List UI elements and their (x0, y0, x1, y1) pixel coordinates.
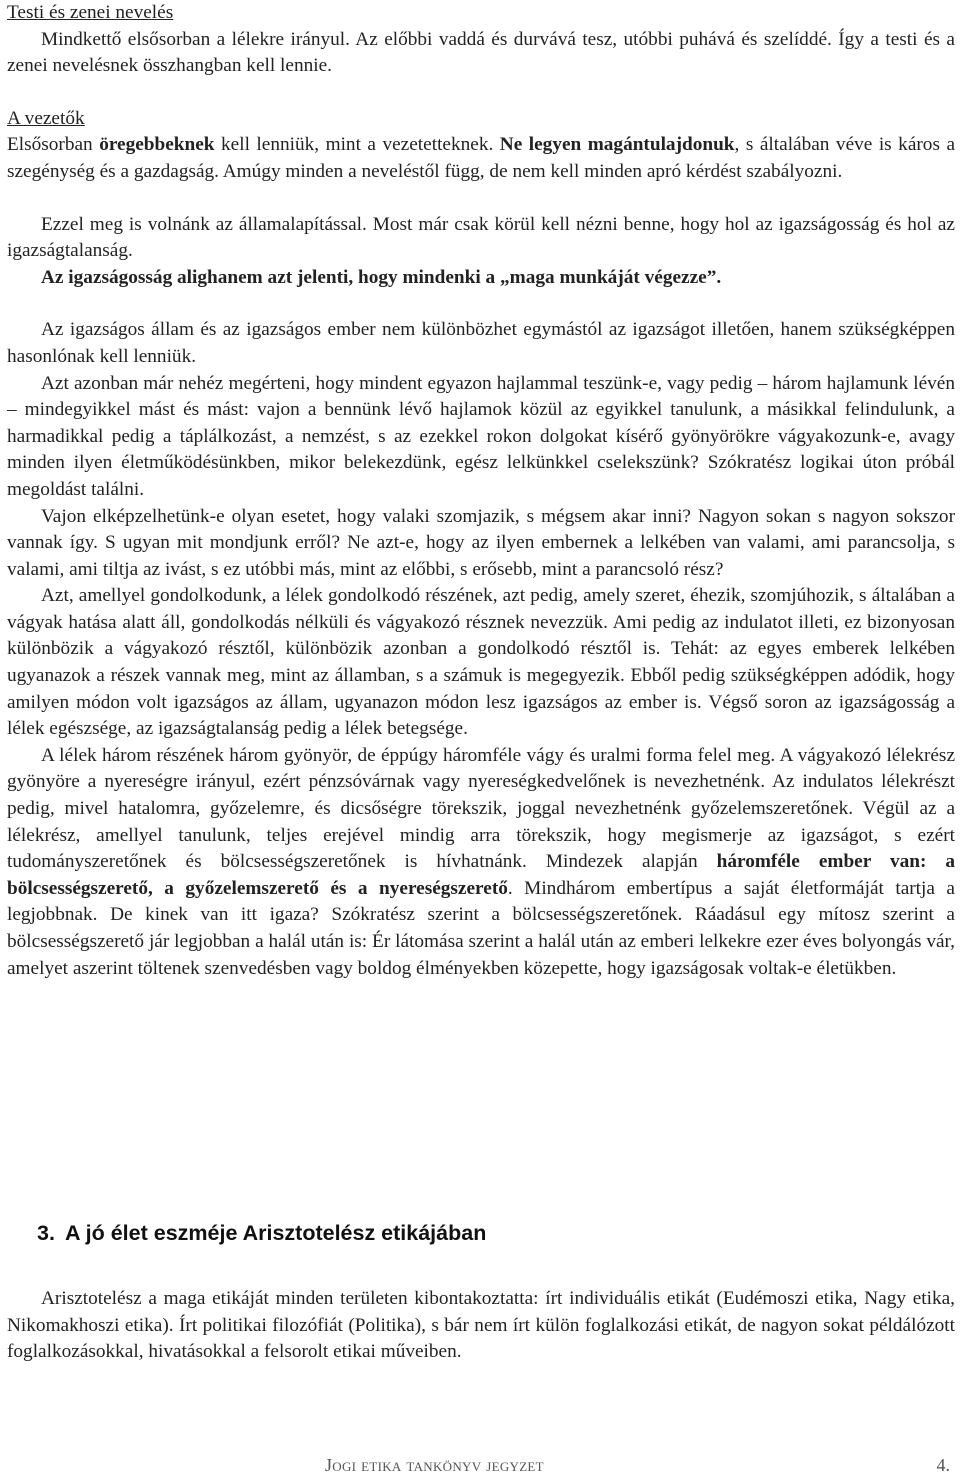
text-span: Elsősorban (7, 134, 100, 156)
paragraph: Ezzel meg is volnánk az államalapítással. Most már csak körül kell nézni benne, hogy hol az igazságosság és hol az igazságtalanság. (7, 213, 955, 262)
paragraph: Vajon elképzelhetünk-e olyan esetet, hogy valaki szomjazik, s mégsem akar inni? Nagyon sokan s nagyon sokszor vannak így. S ugyan mit mondjunk erről? Ne azt-e, hogy az ilyen embernek a lelkében van valami, ami parancsolja, s valami, ami tiltja az ivást, s ez utóbbi más, mint az előbbi, s erősebb, mint a parancsoló rész? (7, 505, 955, 580)
bold-text: háromféle ember van: a bölcsességszerető, a győzelemszerető és a nyereségszerető (7, 851, 956, 899)
spacer (7, 80, 955, 106)
section-title-testi-zenei: Testi és zenei nevelés (7, 2, 174, 23)
heading-number: 3. (37, 1221, 55, 1245)
page-number: 4. (936, 1455, 950, 1475)
section-title-vezetok: A vezetők (7, 107, 85, 129)
document-page (7, 0, 955, 982)
bold-text: Ne legyen magántulajdonuk (499, 134, 735, 156)
bold-paragraph: Az igazságosság alighanem azt jelenti, hogy mindenki a „maga munkáját végezze”. (41, 266, 722, 288)
paragraph: Arisztotelész a maga etikáját minden területen kibontakoztatta: írt individuális etikát (Eudémoszi etika, Nagy etika, Nikomakhoszi etika). Írt politikai filozófiát (Politika), s bár nem írt külön foglalkozási etikát, de nagyon sokat példálózott foglalkozásokkal, hivatásokkal a felsorolt etikai műveiben. (7, 1288, 955, 1363)
paragraph: Azt azonban már nehéz megérteni, hogy mindent egyazon hajlammal teszünk-e, vagy pedig – három hajlamunk lévén – mindegyikkel mást és mást: vajon a bennünk lévő hajlamok közül az egyikkel tanulunk, a másikkal felindulunk, a harmadikkal pedig a táplálkozást, a nemzést, s az ezekkel rokon dolgokat kísérő gyönyörökre vágyakozunk-e, avagy minden ilyen életműködésünkben, mikor belekezdünk, egész lelkünkkel cselekszünk? Szókratész logikai úton próbál megoldást találni. (7, 372, 955, 500)
section-heading (37, 1220, 486, 1247)
document-page-bottom (7, 1286, 955, 1366)
text-span: kell lenniük, mint a vezetetteknek. (214, 134, 500, 156)
text-span: . Mindhárom embertípus a saját életformáját tartja a legjobbnak. De kinek van itt igaza? Szókratész szerint a bölcsességszeretőnek. Ráadásul egy mítosz szerint a bölcsességszerető jár legjobban a halál után is: Ér látomása szerint a halál után az emberi lelkekre ezer éves bolyongás vár, amelyet aszerint töltenek szenvedésben vagy boldog élményekben közepette, hogy igazságosak voltak-e életükben. (7, 877, 955, 979)
paragraph: Az igazságos állam és az igazságos ember nem különbözhet egymástól az igazságot illetően, hanem szükségképpen hasonlónak kell lenniük. (7, 319, 955, 367)
spacer (7, 291, 955, 317)
paragraph (7, 743, 955, 982)
text-span: , s általában véve is káros a szegénység és a gazdagság. Amúgy minden a neveléstől függ, de nem kell minden apró kérdést szabályozni. (7, 134, 955, 182)
heading-text: A jó élet eszméje Arisztotelész etikájában (64, 1221, 487, 1245)
spacer (7, 186, 955, 212)
footer-title: Jogi etika tankönyv jegyzet (325, 1455, 544, 1475)
bold-text: öregebbeknek (99, 134, 215, 156)
text-span: A lélek három részének három gyönyör, de éppúgy háromféle vágy és uralmi forma felel meg. A vágyakozó lélekrész gyönyöre a nyereségre irányul, ezért pénzsóvárnak vagy nyereségkedvelőnek is nevezhetnénk. Az indulatos lélekrészt pedig, mivel hatalomra, győzelemre, és dicsőségre törekszik, joggal nevezhetnénk győzelemszeretőnek. Végül az a lélekrész, amellyel tanulunk, teljes erejével mindig arra törekszik, hogy megismerje az igazságot, s ezért tudományszeretőnek és bölcsességszeretőnek is hívhatnánk. Mindezek alapján (7, 744, 955, 873)
paragraph: Azt, amellyel gondolkodunk, a lélek gondolkodó részének, azt pedig, amely szeret, éhezik, szomjúhozik, s általában a vágyak hatása alatt áll, gondolkodás nélküli és vágyakozó résznek nevezzük. Ami pedig az indulatot illeti, ez bizonyosan különbözik a vágyakozó résztől, különbözik azonban a gondolkodó résztől is. Tehát: az egyes emberek lelkében ugyanazok a részek vannak meg, mint az államban, s a számuk is megegyezik. Ebből pedig szükségképpen adódik, hogy amilyen módon volt igazságos az állam, ugyanazon módon lesz igazságos az ember is. Végső soron az igazságosság a lélek egészsége, az igazságtalanság pedig a lélek betegsége. (7, 585, 955, 740)
paragraph: Mindkettő elsősorban a lélekre irányul. Az előbbi vaddá és durvává tesz, utóbbi puhává és szelíddé. Így a testi és a zenei nevelésnek összhangban kell lennie. (7, 28, 955, 77)
page-footer (325, 1452, 950, 1479)
paragraph (7, 132, 955, 185)
